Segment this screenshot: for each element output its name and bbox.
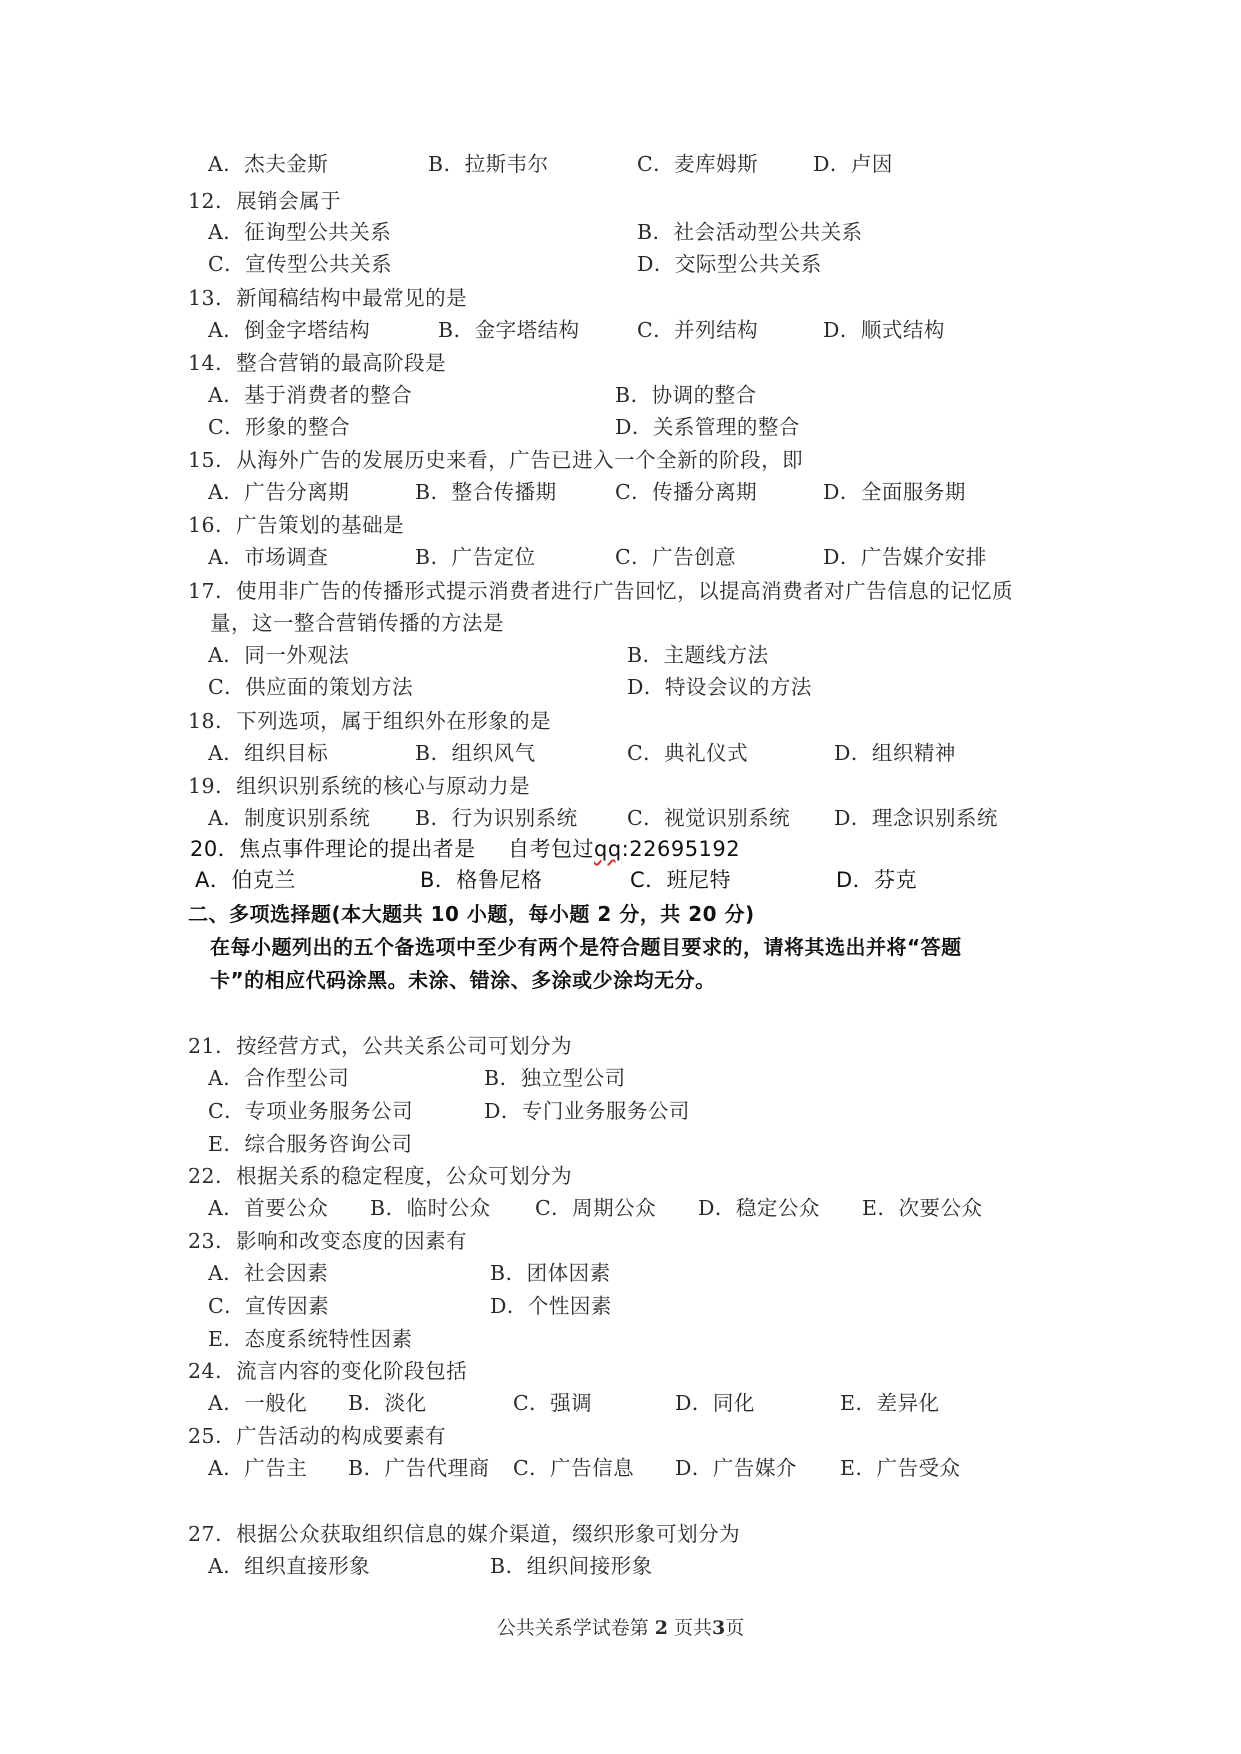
q18-option-a: A．组织目标: [208, 741, 329, 765]
footer-page-number: 2: [654, 1617, 668, 1639]
q15-stem: 15．从海外广告的发展历史来看，广告已进入一个全新的阶段，即: [188, 448, 804, 472]
q25-option-e: E．广告受众: [840, 1456, 961, 1480]
q24-option-b: B．淡化: [348, 1391, 427, 1415]
q13-option-a: A．倒金字塔结构: [208, 318, 371, 342]
q18-option-b: B．组织风气: [415, 741, 536, 765]
footer-prefix: 公共关系学试卷第: [496, 1617, 649, 1639]
q20-option-d: D．芬克: [836, 868, 918, 892]
q22-option-c: C．周期公众: [535, 1196, 657, 1220]
q18-stem: 18．下列选项，属于组织外在形象的是: [188, 709, 552, 733]
q23-option-e: E．态度系统特性因素: [208, 1327, 413, 1351]
q12-option-c: C．宣传型公共关系: [208, 252, 393, 276]
section2-instruction-line2: 卡”的相应代码涂黑。未涂、错涂、多涂或少涂均无分。: [210, 968, 716, 992]
q17-stem-line1: 17．使用非广告的传播形式提示消费者进行广告回忆，以提高消费者对广告信息的记忆质: [188, 579, 1014, 603]
q21-option-e: E．综合服务咨询公司: [208, 1132, 413, 1156]
q18-option-d: D．组织精神: [834, 741, 956, 765]
q17-option-d: D．特设会议的方法: [627, 675, 812, 699]
q13-stem: 13．新闻稿结构中最常见的是: [188, 286, 468, 310]
q16-option-a: A．市场调查: [208, 545, 329, 569]
q21-option-a: A．合作型公司: [208, 1066, 350, 1090]
q27-stem: 27．根据公众获取组织信息的媒介渠道，缀织形象可划分为: [188, 1522, 741, 1546]
q19-option-c: C．视觉识别系统: [627, 806, 791, 830]
q19-option-b: B．行为识别系统: [415, 806, 578, 830]
q24-option-c: C．强调: [513, 1391, 593, 1415]
q14-option-c: C．形象的整合: [208, 415, 351, 439]
q20-note: [508, 836, 740, 862]
q22-option-b: B．临时公众: [370, 1196, 491, 1220]
q25-option-a: A．广告主: [208, 1456, 308, 1480]
q12-stem: 12．展销会属于: [188, 189, 342, 213]
section2-instruction-line1: 在每小题列出的五个备选项中至少有两个是符合题目要求的，请将其选出并将“答题: [210, 935, 962, 959]
q20-note-qq: qq: [594, 837, 622, 861]
q23-option-a: A．社会因素: [208, 1261, 329, 1285]
q17-stem-line2: 量，这一整合营销传播的方法是: [210, 611, 504, 635]
q27-option-a: A．组织直接形象: [208, 1554, 371, 1578]
q14-option-d: D．关系管理的整合: [615, 415, 800, 439]
q25-option-b: B．广告代理商: [348, 1456, 490, 1480]
q25-option-d: D．广告媒介: [675, 1456, 797, 1480]
q23-option-b: B．团体因素: [490, 1261, 611, 1285]
q25-stem: 25．广告活动的构成要素有: [188, 1424, 447, 1448]
q13-option-b: B．金字塔结构: [438, 318, 580, 342]
q19-option-d: D．理念识别系统: [834, 806, 998, 830]
q20-option-c: C．班尼特: [630, 868, 732, 892]
q25-option-c: C．广告信息: [513, 1456, 635, 1480]
q15-option-a: A．广告分离期: [208, 480, 350, 504]
page-footer: [0, 1616, 1241, 1640]
q24-option-e: E．差异化: [840, 1391, 940, 1415]
q13-option-c: C．并列结构: [637, 318, 759, 342]
q21-option-c: C．专项业务服务公司: [208, 1099, 414, 1123]
q12-option-a: A．征询型公共关系: [208, 220, 392, 244]
q16-option-d: D．广告媒介安排: [823, 545, 987, 569]
q22-stem: 22．根据关系的稳定程度，公众可划分为: [188, 1164, 573, 1188]
q20-note-number: :22695192: [621, 837, 741, 861]
q20-note-prefix: 自考包过: [508, 837, 594, 861]
q11-option-d: D．卢因: [813, 152, 893, 176]
q11-option-b: B．拉斯韦尔: [428, 152, 549, 176]
q17-option-a: A．同一外观法: [208, 643, 350, 667]
q20-option-a: A．伯克兰: [195, 868, 296, 892]
q11-option-a: A．杰夫金斯: [208, 152, 329, 176]
q23-stem: 23．影响和改变态度的因素有: [188, 1229, 468, 1253]
q16-stem: 16．广告策划的基础是: [188, 513, 405, 537]
q18-option-c: C．典礼仪式: [627, 741, 749, 765]
q16-option-b: B．广告定位: [415, 545, 536, 569]
q27-option-b: B．组织间接形象: [490, 1554, 653, 1578]
q15-option-b: B．整合传播期: [415, 480, 557, 504]
q15-option-d: D．全面服务期: [823, 480, 966, 504]
q13-option-d: D．顺式结构: [823, 318, 945, 342]
q22-option-a: A．首要公众: [208, 1196, 329, 1220]
footer-suffix: 页: [725, 1617, 745, 1639]
q21-option-d: D．专门业务服务公司: [484, 1099, 690, 1123]
q20-stem: 20．焦点事件理论的提出者是: [190, 837, 476, 861]
q24-option-a: A．一般化: [208, 1391, 308, 1415]
q22-option-d: D．稳定公众: [698, 1196, 820, 1220]
q17-option-c: C．供应面的策划方法: [208, 675, 414, 699]
q11-option-c: C．麦库姆斯: [637, 152, 759, 176]
q15-option-c: C．传播分离期: [615, 480, 758, 504]
q17-option-b: B．主题线方法: [627, 643, 769, 667]
footer-total-pages: 3: [712, 1617, 726, 1639]
q24-stem: 24．流言内容的变化阶段包括: [188, 1359, 468, 1383]
q12-option-b: B．社会活动型公共关系: [637, 220, 863, 244]
q22-option-e: E．次要公众: [862, 1196, 983, 1220]
q14-stem: 14．整合营销的最高阶段是: [188, 351, 447, 375]
q21-option-b: B．独立型公司: [484, 1066, 626, 1090]
q12-option-d: D．交际型公共关系: [637, 252, 822, 276]
q14-option-a: A．基于消费者的整合: [208, 383, 413, 407]
q14-option-b: B．协调的整合: [615, 383, 757, 407]
q20-option-b: B．格鲁尼格: [420, 868, 543, 892]
q19-stem: 19．组织识别系统的核心与原动力是: [188, 774, 531, 798]
footer-middle: 页共: [674, 1617, 713, 1639]
q19-option-a: A．制度识别系统: [208, 806, 371, 830]
q21-stem: 21．按经营方式，公共关系公司可划分为: [188, 1034, 573, 1058]
q23-option-c: C．宣传因素: [208, 1294, 330, 1318]
q24-option-d: D．同化: [675, 1391, 755, 1415]
section2-title: 二、多项选择题(本大题共 10 小题，每小题 2 分，共 20 分): [188, 902, 755, 926]
q16-option-c: C．广告创意: [615, 545, 737, 569]
q23-option-d: D．个性因素: [490, 1294, 612, 1318]
